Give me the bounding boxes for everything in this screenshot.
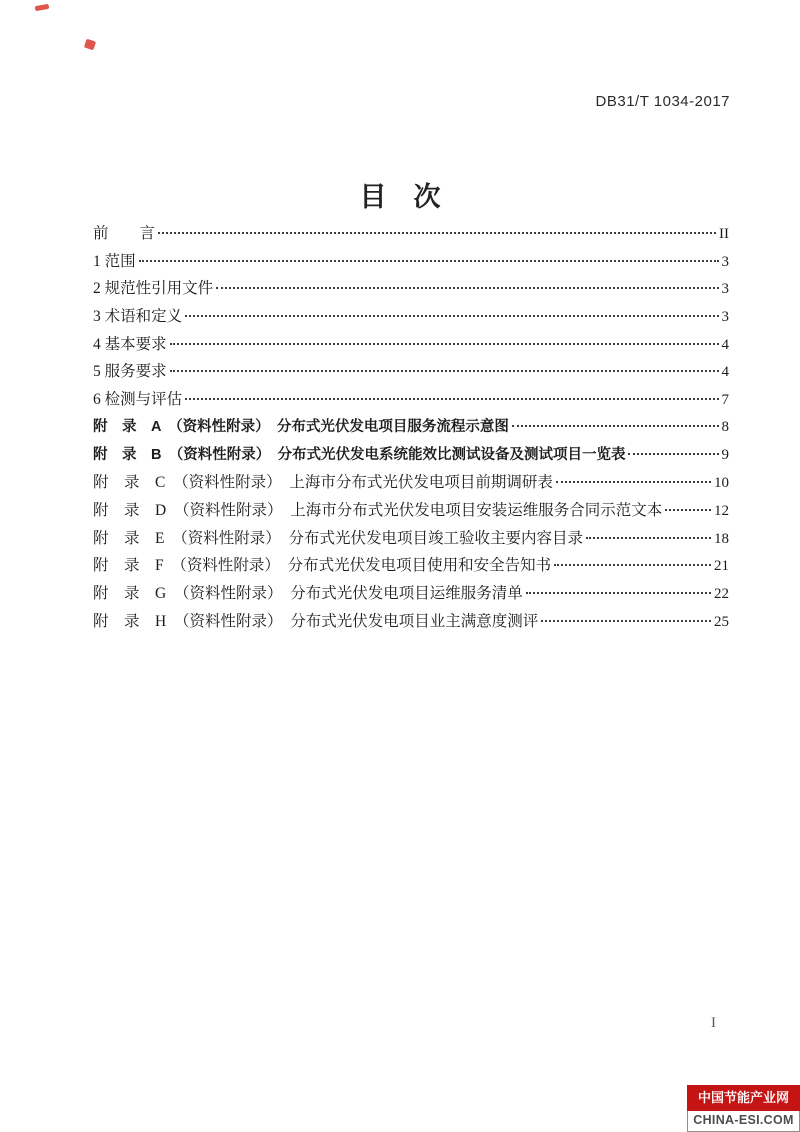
toc-entry-label: 6 检测与评估	[93, 391, 183, 409]
dot-leader	[556, 481, 711, 483]
dot-leader	[665, 509, 711, 511]
toc-entry[interactable]	[93, 526, 729, 554]
page-number: I	[711, 1015, 716, 1031]
toc-entry-label: 附 录 G （资料性附录） 分布式光伏发电项目运维服务清单	[93, 584, 523, 602]
toc-entry[interactable]	[93, 609, 729, 637]
toc-entry-page: 18	[714, 530, 729, 547]
toc-entry[interactable]	[93, 498, 729, 526]
toc-entry-label: 附 录 C （资料性附录） 上海市分布式光伏发电项目前期调研表	[93, 474, 553, 492]
toc-entry-page: 21	[714, 558, 729, 575]
toc-entry-page: 12	[714, 502, 729, 519]
toc-entry[interactable]	[93, 304, 729, 332]
toc-entry-label: 附 录 B （资料性附录） 分布式光伏发电系统能效比测试设备及测试项目一览表	[93, 446, 626, 463]
dot-leader	[541, 620, 711, 622]
toc-entry-page: 4	[721, 336, 729, 353]
toc-entry-page: 8	[721, 418, 729, 435]
toc-entry[interactable]	[93, 359, 729, 387]
dot-leader	[170, 370, 719, 372]
toc-entry-label: 附 录 F （资料性附录） 分布式光伏发电项目使用和安全告知书	[93, 557, 552, 575]
dot-leader	[139, 260, 719, 262]
toc-entry-page: II	[719, 226, 729, 242]
toc-entry[interactable]	[93, 332, 729, 360]
toc-entry[interactable]	[93, 249, 729, 277]
toc-entry-label: 前 言	[93, 225, 156, 242]
red-scan-mark	[84, 39, 96, 51]
toc-entry-page: 3	[721, 281, 729, 298]
dot-leader	[185, 398, 718, 400]
dot-leader	[170, 343, 719, 345]
dot-leader	[586, 537, 711, 539]
watermark-site-name: 中国节能产业网	[687, 1085, 800, 1111]
watermark-domain: CHINA-ESI.COM	[687, 1111, 800, 1132]
toc-entry[interactable]	[93, 387, 729, 415]
toc-entry-page: 7	[721, 392, 729, 409]
toc-entry-page: 3	[721, 253, 729, 270]
dot-leader	[628, 453, 718, 455]
table-of-contents	[93, 221, 729, 636]
toc-entry-page: 3	[721, 309, 729, 326]
toc-entry-page: 22	[714, 585, 729, 602]
standard-code: DB31/T 1034-2017	[595, 93, 730, 110]
toc-entry[interactable]	[93, 443, 729, 471]
toc-entry-label: 5 服务要求	[93, 363, 167, 381]
toc-entry-label: 附 录 A （资料性附录） 分布式光伏发电项目服务流程示意图	[93, 418, 509, 435]
toc-entry-label: 附 录 E （资料性附录） 分布式光伏发电项目竣工验收主要内容目录	[93, 529, 583, 547]
toc-entry[interactable]	[93, 581, 729, 609]
toc-entry-label: 1 范围	[93, 252, 136, 270]
toc-entry-page: 4	[721, 364, 729, 381]
page-title: 目 次	[359, 182, 441, 212]
toc-entry-page: 25	[714, 613, 729, 630]
dot-leader	[526, 592, 711, 594]
toc-entry-label: 3 术语和定义	[93, 308, 183, 326]
toc-entry-label: 2 规范性引用文件	[93, 280, 214, 298]
toc-entry[interactable]	[93, 415, 729, 443]
dot-leader	[158, 232, 716, 234]
toc-entry[interactable]	[93, 470, 729, 498]
toc-entry-label: 附 录 H （资料性附录） 分布式光伏发电项目业主满意度测评	[93, 612, 539, 630]
dot-leader	[185, 315, 718, 317]
toc-entry-label: 4 基本要求	[93, 335, 167, 353]
toc-entry[interactable]	[93, 553, 729, 581]
toc-entry-label: 附 录 D （资料性附录） 上海市分布式光伏发电项目安装运维服务合同示范文本	[93, 501, 663, 519]
dot-leader	[554, 564, 711, 566]
toc-entry[interactable]	[93, 221, 729, 249]
toc-entry-page: 10	[714, 475, 729, 492]
toc-entry-page: 9	[721, 446, 729, 463]
dot-leader	[216, 287, 718, 289]
red-scan-mark	[35, 4, 50, 11]
dot-leader	[512, 425, 719, 427]
site-watermark[interactable]	[687, 1085, 800, 1132]
toc-entry[interactable]	[93, 276, 729, 304]
